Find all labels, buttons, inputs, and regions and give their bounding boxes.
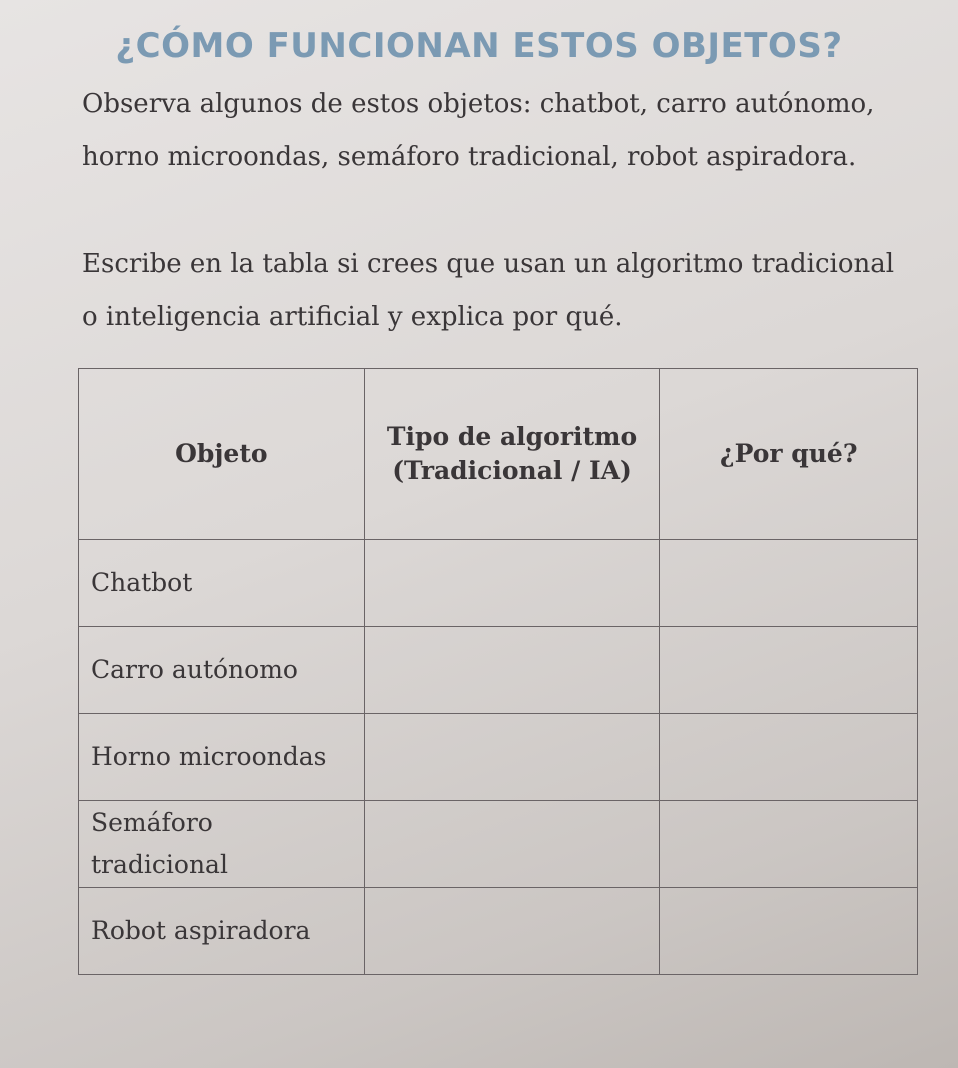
table-row — [79, 540, 918, 627]
header-tipo-algoritmo: Tipo de algoritmo (Tradicional / IA) — [364, 369, 660, 540]
cell-tipo[interactable] — [364, 888, 660, 975]
cell-objeto: Chatbot — [79, 540, 365, 627]
cell-objeto: Semáforo tradicional — [79, 801, 365, 888]
instruction-paragraph: Escribe en la tabla si crees que usan un algoritmo tradicional o inteligencia artificial y explica por qué. — [82, 249, 895, 332]
cell-objeto: Horno microondas — [79, 714, 365, 801]
classification-table — [78, 368, 918, 975]
header-objeto: Objeto — [79, 369, 365, 540]
table-row — [79, 627, 918, 714]
table-row — [79, 888, 918, 975]
cell-objeto: Robot aspiradora — [79, 888, 365, 975]
header-por-que: ¿Por qué? — [660, 369, 918, 540]
cell-tipo[interactable] — [364, 627, 660, 714]
table-row — [79, 714, 918, 801]
table-row — [79, 801, 918, 888]
table-header-row — [79, 369, 918, 540]
cell-tipo[interactable] — [364, 801, 660, 888]
cell-tipo[interactable] — [364, 714, 660, 801]
cell-por-que[interactable] — [660, 714, 918, 801]
cell-por-que[interactable] — [660, 801, 918, 888]
page-title: ¿CÓMO FUNCIONAN ESTOS OBJETOS? — [115, 26, 843, 66]
cell-por-que[interactable] — [660, 540, 918, 627]
cell-por-que[interactable] — [660, 888, 918, 975]
intro-paragraph: Observa algunos de estos objetos: chatbot, carro autónomo, horno microondas, semáforo tradicional, robot aspiradora. — [82, 89, 875, 172]
cell-tipo[interactable] — [364, 540, 660, 627]
cell-por-que[interactable] — [660, 627, 918, 714]
cell-objeto: Carro autónomo — [79, 627, 365, 714]
